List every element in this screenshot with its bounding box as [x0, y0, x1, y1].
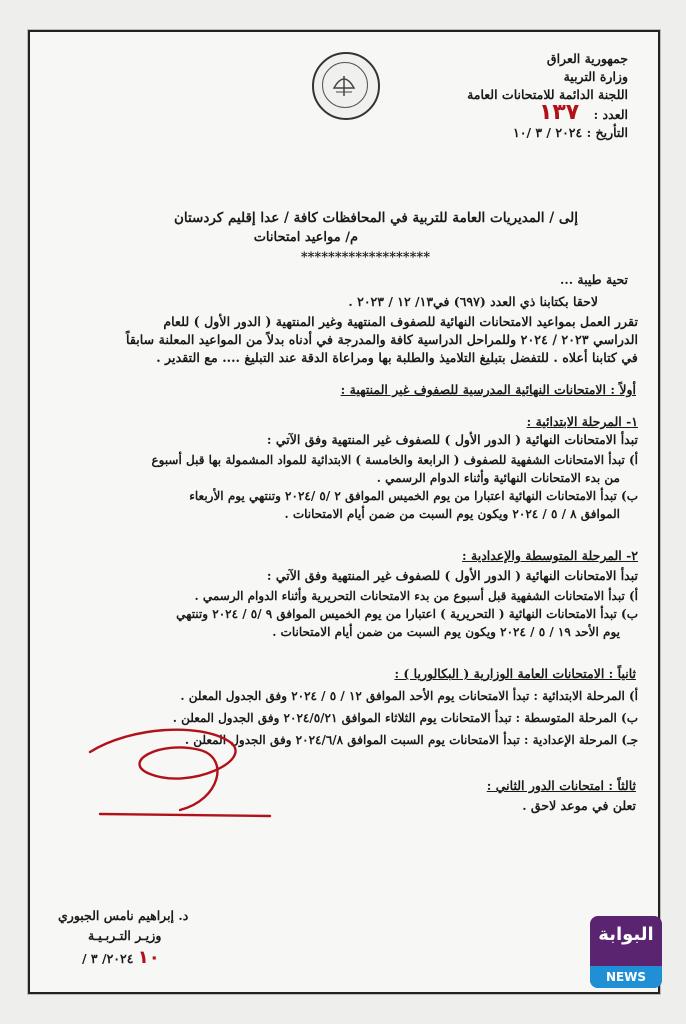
number-label: العدد : [593, 107, 628, 122]
secondary-item-a: أ) تبدأ الامتحانات الشفهية قبل أسبوع من بدء الامتحانات التحريرية وأثناء الدوام الرسمي . [194, 589, 638, 603]
section2-item-b: ب) المرحلة المتوسطة : تبدأ الامتحانات يوم الثلاثاء الموافق ٢٠٢٤/٥/٢١ وفق الجدول المعلن . [172, 711, 638, 725]
section2-item-c: جـ) المرحلة الإعدادية : تبدأ الامتحانات يوم السبت الموافق ٢٠٢٤/٦/٨ وفق الجدول المعلن . [184, 733, 638, 747]
section2-item-a: أ) المرحلة الابتدائية : تبدأ الامتحانات يوم الأحد الموافق ١٢ / ٥ / ٢٠٢٤ وفق الجدول المعلن . [180, 689, 638, 703]
ministry-name: وزارة التربية [563, 69, 628, 84]
subject-line: م/ مواعيد امتحانات [253, 230, 358, 245]
number-line [467, 100, 628, 125]
intro-line-2: تقرر العمل بمواعيد الامتحانات النهائية للصفوف المنتهية وغير المنتهية ( الدور الأول ) للعام [163, 314, 638, 329]
committee-name: اللجنة الدائمة للامتحانات العامة [467, 87, 628, 102]
secondary-item-b-1: ب) تبدأ الامتحانات النهائية ( التحريرية ) اعتبارا من يوم الخميس الموافق ٩ /٥ / ٢٠٢٤ وتنتهي [176, 607, 638, 621]
signatory-name: د. إبراهيم نامس الجبوري [58, 908, 189, 923]
section1-title: أولاً : الامتحانات النهائية المدرسية للصفوف غير المنتهية : [340, 382, 636, 397]
watermark-label: NEWS [590, 966, 662, 988]
primary-item-a-1: أ) تبدأ الامتحانات الشفهية للصفوف ( الرابعة والخامسة ) الابتدائية للمواد المشمولة بها قبل أسبوع [151, 453, 638, 467]
intro-line-4: في كتابنا أعلاه . للتفضل بتبليغ التلاميذ والطلبة بها ومراعاة الدقة عند التبليغ .... مع التقدير . [156, 350, 638, 365]
primary-intro: تبدأ الامتحانات النهائية ( الدور الأول ) للصفوف غير المنتهية وفق الآتي : [266, 432, 638, 447]
signature-date [82, 947, 160, 968]
watermark-name: البوابة [598, 924, 654, 945]
primary-item-b-1: ب) تبدأ الامتحانات النهائية اعتبارا من يوم الخميس الموافق ٢ /٥ /٢٠٢٤ وتنتهي يوم الأربعاء [189, 489, 638, 503]
secondary-item-b-2: يوم الأحد ١٩ / ٥ / ٢٠٢٤ ويكون يوم السبت من ضمن أيام الامتحانات . [272, 625, 620, 639]
signature-scribble-icon [70, 712, 280, 832]
country-name: جمهورية العراق [546, 51, 628, 66]
number-value: ١٣٧ [538, 100, 580, 125]
letterhead [467, 50, 628, 142]
greeting: تحية طيبة ... [560, 272, 628, 287]
section3-title: ثالثاً : امتحانات الدور الثاني : [486, 778, 636, 793]
ministry-seal-icon [312, 52, 380, 120]
official-letter [28, 30, 660, 994]
date-label: التأريخ : [586, 125, 628, 140]
signature-date-rest: ٢٠٢٤/ ٣ / [82, 951, 134, 966]
secondary-intro: تبدأ الامتحانات النهائية ( الدور الأول ) للصفوف غير المنتهية وفق الآتي : [266, 568, 638, 583]
date-line [467, 124, 628, 142]
signatory-title: وزيـر التـربـيـة [88, 928, 162, 943]
signature-date-day: ١٠ [137, 947, 160, 968]
intro-line-3: الدراسي ٢٠٢٣ / ٢٠٢٤ وللمراحل الدراسية كافة والمدرجة في أدناه بدلاً من المواعيد المعلنة سابقاً [125, 332, 638, 347]
separator-stars: ******************* [300, 250, 430, 265]
reference-line: لاحقا بكتابنا ذي العدد (٦٩٧) في١٣/ ١٢ / ٢٠٢٣ . [348, 294, 598, 309]
primary-item-a-2: من بدء الامتحانات النهائية وأثناء الدوام الرسمي . [376, 471, 620, 485]
primary-title: ١- المرحلة الابتدائية : [526, 414, 638, 429]
primary-item-b-2: الموافق ٨ / ٥ / ٢٠٢٤ ويكون يوم السبت من ضمن أيام الامتحانات . [284, 507, 620, 521]
section3-text: تعلن في موعد لاحق . [522, 798, 636, 813]
date-value: ٢٠٢٤ / ٣ /١٠ [513, 125, 583, 140]
section2-title: ثانياً : الامتحانات العامة الوزارية ( البكالوريا ) : [394, 666, 636, 681]
addressee-line: إلى / المديريات العامة للتربية في المحافظات كافة / عدا إقليم كردستان [173, 210, 578, 226]
news-watermark-logo [590, 916, 662, 988]
secondary-title: ٢- المرحلة المتوسطة والإعدادية : [462, 548, 638, 563]
